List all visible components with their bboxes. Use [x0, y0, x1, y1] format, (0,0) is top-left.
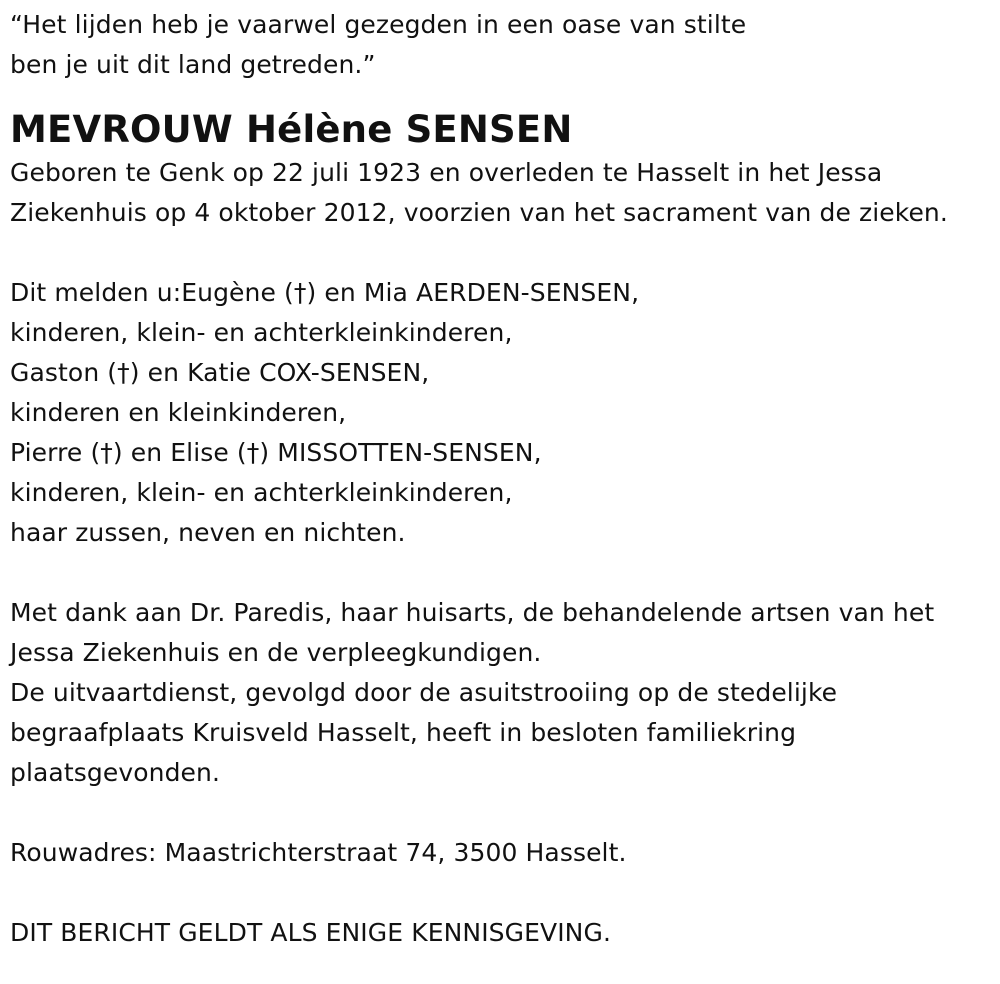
spacer [10, 793, 995, 833]
birth-death-block [10, 153, 995, 233]
family-block [10, 273, 995, 553]
thanks-line: begraafplaats Kruisveld Hasselt, heeft in besloten familiekring [10, 718, 797, 747]
thanks-line: Jessa Ziekenhuis en de verpleegkundigen. [10, 638, 542, 667]
thanks-line: Met dank aan Dr. Paredis, haar huisarts, de behandelende artsen van het [10, 598, 935, 627]
spacer [10, 553, 995, 593]
spacer [10, 85, 995, 107]
family-line: kinderen, klein- en achterkleinkinderen, [10, 478, 513, 507]
quote-block [10, 5, 995, 85]
death-notice [10, 5, 995, 953]
family-line: Dit melden u:Eugène (†) en Mia AERDEN-SENSEN, [10, 278, 640, 307]
quote-line-1: “Het lijden heb je vaarwel gezegden in een oase van stilte [10, 10, 747, 39]
mourning-address: Rouwadres: Maastrichterstraat 74, 3500 Hasselt. [10, 838, 627, 867]
family-line: kinderen, klein- en achterkleinkinderen, [10, 318, 513, 347]
deceased-name: MEVROUW Hélène SENSEN [10, 108, 573, 151]
quote-line-2: ben je uit dit land getreden.” [10, 50, 376, 79]
birth-line-2: Ziekenhuis op 4 oktober 2012, voorzien van het sacrament van de zieken. [10, 198, 948, 227]
family-line: haar zussen, neven en nichten. [10, 518, 406, 547]
family-line: kinderen en kleinkinderen, [10, 398, 347, 427]
thanks-line: De uitvaartdienst, gevolgd door de asuitstrooiing op de stedelijke [10, 678, 838, 707]
family-line: Gaston (†) en Katie COX-SENSEN, [10, 358, 430, 387]
spacer [10, 873, 995, 913]
notice-statement: DIT BERICHT GELDT ALS ENIGE KENNISGEVING. [10, 918, 611, 947]
family-line: Pierre (†) en Elise (†) MISSOTTEN-SENSEN, [10, 438, 542, 467]
thanks-block [10, 593, 995, 793]
spacer [10, 233, 995, 273]
thanks-line: plaatsgevonden. [10, 758, 221, 787]
birth-line-1: Geboren te Genk op 22 juli 1923 en overleden te Hasselt in het Jessa [10, 158, 883, 187]
